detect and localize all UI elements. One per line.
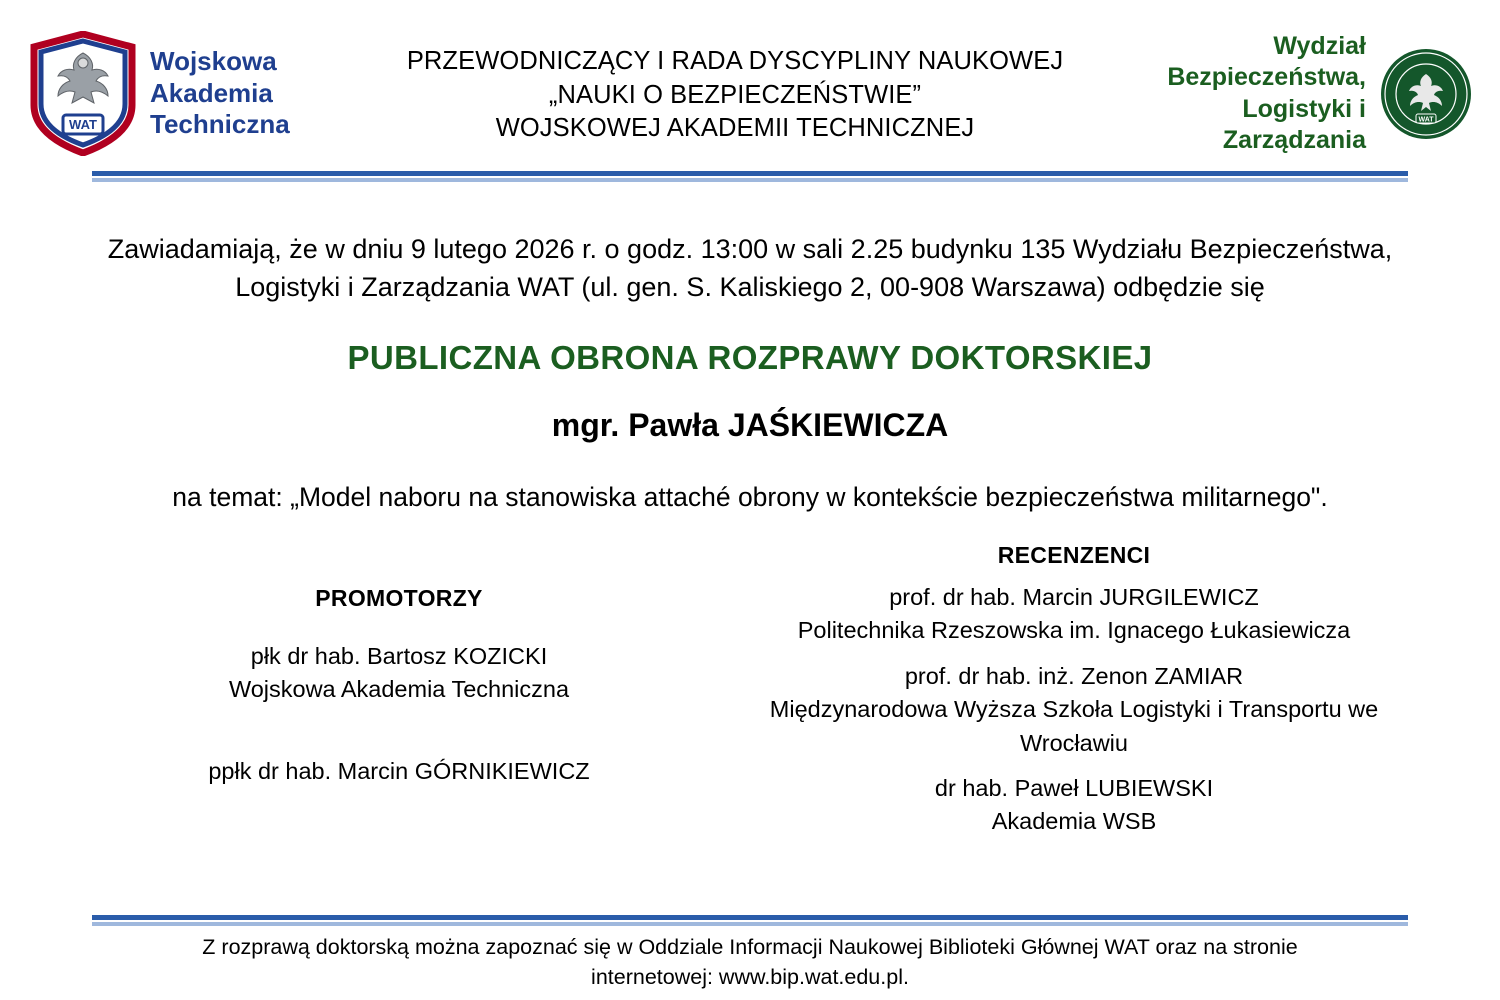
wat-logo-text	[150, 46, 290, 141]
reviewer-2-affiliation: Międzynarodowa Wyższa Szkoła Logistyki i Transportu we Wrocławiu	[769, 696, 1379, 756]
supervisor-2-name: ppłk dr hab. Marcin GÓRNIKIEWICZ	[208, 757, 590, 784]
footer-divider	[92, 915, 1408, 926]
wat-logo-line-3: Techniczna	[150, 109, 290, 140]
supervisors-column	[75, 542, 723, 839]
footer-divider-line-primary	[92, 915, 1408, 920]
footer-divider-line-secondary	[92, 922, 1408, 926]
header-title-line-1: PRZEWODNICZĄCY I RADA DYSCYPLINY NAUKOWEJ	[406, 46, 1064, 75]
faculty-seal-icon	[1380, 48, 1472, 140]
divider-line-primary	[92, 171, 1408, 176]
supervisor-1-name: płk dr hab. Bartosz KOZICKI	[250, 643, 548, 670]
reviewers-column	[723, 542, 1425, 839]
supervisor-1-affiliation: Wojskowa Akademia Techniczna	[228, 676, 570, 703]
reviewer-3	[723, 772, 1425, 839]
header-title-line-3: WOJSKOWEJ AKADEMII TECHNICZNEJ	[495, 114, 975, 143]
wat-logo	[28, 31, 358, 156]
supervisors-heading: PROMOTORZY	[315, 585, 483, 612]
reviewer-3-affiliation: Akademia WSB	[991, 808, 1157, 835]
svg-text:WAT: WAT	[69, 117, 97, 132]
header-title	[358, 41, 1112, 147]
faculty-logo-line-2: Bezpieczeństwa,	[1167, 63, 1366, 92]
footer-note-line-2: internetowej: www.bip.wat.edu.pl.	[591, 964, 909, 989]
reviewer-2-name: prof. dr hab. inż. Zenon ZAMIAR	[904, 662, 1244, 689]
page-content	[0, 230, 1500, 839]
reviewer-1-affiliation: Politechnika Rzeszowska im. Ignacego Łukasiewicza	[797, 617, 1351, 644]
candidate-name: mgr. Pawła JAŚKIEWICZA	[551, 406, 949, 443]
dissertation-topic: na temat: „Model naboru na stanowiska attaché obrony w kontekście bezpieczeństwa militarnego".	[172, 481, 1328, 512]
footer-note-line-1: Z rozprawą doktorską można zapoznać się w Oddziale Informacji Naukowej Biblioteki Głównej WAT oraz na stronie	[202, 934, 1298, 959]
intro-paragraph: Zawiadamiają, że w dniu 9 lutego 2026 r. o godz. 13:00 w sali 2.25 budynku 135 Wydziału Bezpieczeństwa, Logistyki i Zarządzania WAT (ul. gen. S. Kaliskiego 2, 00-908 Warszawa) odbędzie się	[107, 234, 1393, 303]
supervisor-2	[75, 755, 723, 788]
faculty-logo-line-1: Wydział	[1273, 32, 1366, 60]
supervisor-1	[75, 640, 723, 707]
reviewer-2	[723, 660, 1425, 760]
header-title-line-2: „NAUKI O BEZPIECZEŃSTWIE”	[548, 80, 922, 109]
header-divider	[92, 171, 1408, 182]
footer-note	[0, 932, 1500, 992]
faculty-logo	[1112, 31, 1472, 156]
reviewer-3-name: dr hab. Paweł LUBIEWSKI	[934, 774, 1214, 801]
people-columns	[75, 542, 1425, 839]
defense-title: PUBLICZNA OBRONA ROZPRAWY DOKTORSKIEJ	[347, 338, 1153, 376]
faculty-logo-line-3: Logistyki i Zarządzania	[1222, 94, 1366, 154]
wat-eagle-crest-icon	[28, 31, 138, 156]
reviewer-1	[723, 581, 1425, 648]
divider-line-secondary	[92, 178, 1408, 182]
wat-logo-line-2: Akademia	[150, 77, 273, 108]
svg-text:WAT: WAT	[1418, 116, 1434, 123]
faculty-logo-text	[1112, 31, 1366, 156]
page-header	[0, 0, 1500, 165]
wat-logo-line-1: Wojskowa	[150, 45, 277, 76]
reviewer-1-name: prof. dr hab. Marcin JURGILEWICZ	[889, 584, 1259, 611]
reviewers-heading: RECENZENCI	[997, 542, 1151, 569]
